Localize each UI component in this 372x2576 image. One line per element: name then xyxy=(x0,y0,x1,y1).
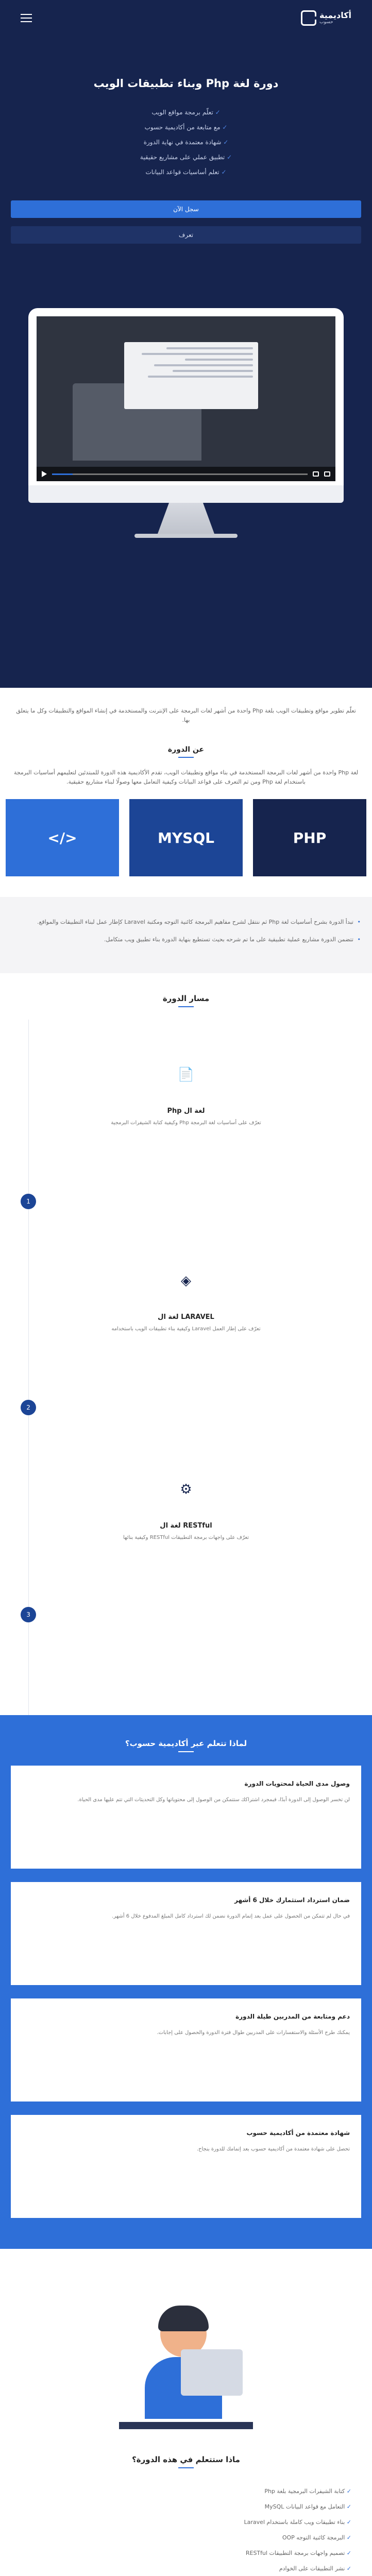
path-item-php xyxy=(0,1056,372,1126)
volume-icon[interactable] xyxy=(313,471,319,477)
menu-icon[interactable] xyxy=(21,14,32,22)
video-monitor xyxy=(28,308,344,538)
video-controls xyxy=(37,467,335,481)
why-card-text: في حال لم تتمكن من الحصول على عمل بعد إتمام الدورة نضمن لك استرداد كامل المبلغ المدفوع خلال 6 أشهر. xyxy=(112,1913,350,1919)
step-badge: 3 xyxy=(21,1607,36,1622)
hero-section xyxy=(0,0,372,688)
logo-name: أكاديمية xyxy=(319,10,351,20)
path-item-title: RESTful لغة ال xyxy=(160,1522,212,1530)
play-icon[interactable] xyxy=(42,471,47,477)
why-card xyxy=(11,1882,361,1985)
hero-title: دورة لغة Php وبناء تطبيقات الويب xyxy=(93,77,279,90)
site-logo[interactable] xyxy=(301,10,351,26)
path-item-laravel xyxy=(0,1262,372,1332)
learn-item: ✓ تصميم واجهات برمجة التطبيقات RESTful xyxy=(21,2546,351,2561)
about-text: لغة Php واحدة من أشهر لغات البرمجة المستخدمة في بناء مواقع وتطبيقات الويب، تقدم الأكاديمية هذه الدورة للمبتدئين لتعليمهم أساسيات البرمجة باستخدام لغة Php ومن ثم التعرف على قواعد البيانات وكيفية التعامل معها وصولًا لبناء مشاريع حقيقية. xyxy=(13,769,359,785)
detail-item: • تبدأ الدورة بشرح أساسيات لغة Php ثم ننتقل لشرح مفاهيم البرمجة كائنية التوجه ومكتبة Laravel كإطار عمل لبناء التطبيقات والمواقع. xyxy=(11,918,361,927)
why-section xyxy=(0,1715,372,2249)
hero-feature: ✓ شهادة معتمدة في نهاية الدورة xyxy=(0,135,372,150)
path-item-title: LARAVEL لغة ال xyxy=(158,1313,214,1321)
why-card-text: تحصل على شهادة معتمدة من أكاديمية حسوب بعد إتمامك للدورة بنجاح. xyxy=(196,2146,350,2152)
why-card xyxy=(11,2115,361,2218)
details-section xyxy=(0,897,372,973)
learn-section xyxy=(0,2249,372,2576)
why-card-title: وصول مدى الحياة لمحتويات الدورة xyxy=(244,1780,350,1787)
gear-icon: ⚙ xyxy=(180,1482,192,1497)
learn-item: ✓ نشر التطبيقات على الخوادم xyxy=(21,2561,351,2576)
learn-title: ماذا ستتعلم في هذه الدورة؟ xyxy=(132,2455,240,2464)
why-card-text: يمكنك طرح الأسئلة والاستفسارات على المدربين طوال فترة الدورة والحصول على إجابات. xyxy=(157,2030,350,2036)
hero-feature: ✓ تعلم أساسيات قواعد البيانات xyxy=(0,165,372,180)
top-nav xyxy=(0,0,372,36)
laravel-icon: ◈ xyxy=(181,1273,191,1289)
path-title: مسار الدورة xyxy=(162,994,210,1003)
path-item-desc: تعرّف على واجهات برمجة التطبيقات RESTful وكيفية بنائها xyxy=(123,1535,249,1540)
logo-icon xyxy=(301,10,316,26)
register-button[interactable]: سجل الآن xyxy=(11,200,361,218)
php-tile: PHP xyxy=(253,799,366,876)
learn-list xyxy=(0,2468,372,2576)
why-card-title: ضمان استرداد استثمارك خلال 6 أشهر xyxy=(234,1896,350,1904)
step-badge: 1 xyxy=(21,1194,36,1209)
hero-features xyxy=(0,105,372,180)
fullscreen-icon[interactable] xyxy=(324,471,330,477)
hero-feature: ✓ تعلّم برمجة مواقع الويب xyxy=(0,105,372,120)
learn-item: ✓ البرمجة كائنية التوجه OOP xyxy=(21,2530,351,2546)
path-item-desc: تعرّف على أساسيات لغة البرمجة Php وكيفية كتابة الشيفرات البرمجية xyxy=(111,1120,261,1126)
hero-feature: ✓ تطبيق عملي على مشاريع حقيقية xyxy=(0,150,372,165)
why-card xyxy=(11,1766,361,1869)
about-title: عن الدورة xyxy=(167,745,205,754)
why-card xyxy=(11,1998,361,2102)
path-item-restful xyxy=(0,1470,372,1540)
path-item-title: لغة ال Php xyxy=(167,1107,205,1115)
course-path-section xyxy=(0,973,372,1715)
path-item-desc: تعرّف على إطار العمل Laravel وكيفية بناء تطبيقات الويب باستخدامه xyxy=(111,1326,261,1332)
detail-item: • تتضمن الدورة مشاريع عملية تطبيقية على ما تم شرحه بحيث تستطيع بنهاية الدورة بناء تطبيق ويب متكامل. xyxy=(11,935,361,944)
learn-item: ✓ كتابة الشيفرات البرمجية بلغة Php xyxy=(21,2484,351,2499)
mysql-tile: MYSQL xyxy=(129,799,243,876)
about-section xyxy=(0,745,372,876)
why-card-title: شهادة معتمدة من أكاديمية حسوب xyxy=(246,2129,350,2137)
php-file-icon: 📄 xyxy=(177,1067,195,1082)
code-tile: </> xyxy=(6,799,119,876)
learn-item: ✓ بناء تطبيقات ويب كاملة باستخدام Laravel xyxy=(21,2515,351,2530)
intro-text: تعلّم تطوير مواقع وتطبيقات الويب بلغة Php واحدة من أشهر لغات البرمجة على الإنترنت والمستخدمة في إنشاء المواقع والتطبيقات وكل ما يتعلق بها. xyxy=(16,707,356,723)
why-card-title: دعم ومتابعة من المدربين طيلة الدورة xyxy=(235,2013,350,2020)
logo-sub: حسوب xyxy=(319,20,333,25)
learn-more-button[interactable]: تعرف xyxy=(11,226,361,244)
why-title: لماذا تتعلم عبر أكاديمية حسوب؟ xyxy=(125,1739,247,1748)
student-illustration xyxy=(119,2300,253,2434)
video-player[interactable] xyxy=(37,316,335,481)
step-badge: 2 xyxy=(21,1400,36,1415)
learn-item: ✓ التعامل مع قواعد البيانات MySQL xyxy=(21,2499,351,2515)
hero-feature: ✓ مع متابعة من أكاديمية حسوب xyxy=(0,120,372,135)
video-progress[interactable] xyxy=(52,473,308,475)
why-card-text: لن تخسر الوصول إلى الدورة أبدًا، فبمجرد اشتراكك ستتمكن من الوصول إلى محتوياتها وكل التحديثات التي تتم عليها مدى الحياة. xyxy=(77,1797,350,1803)
